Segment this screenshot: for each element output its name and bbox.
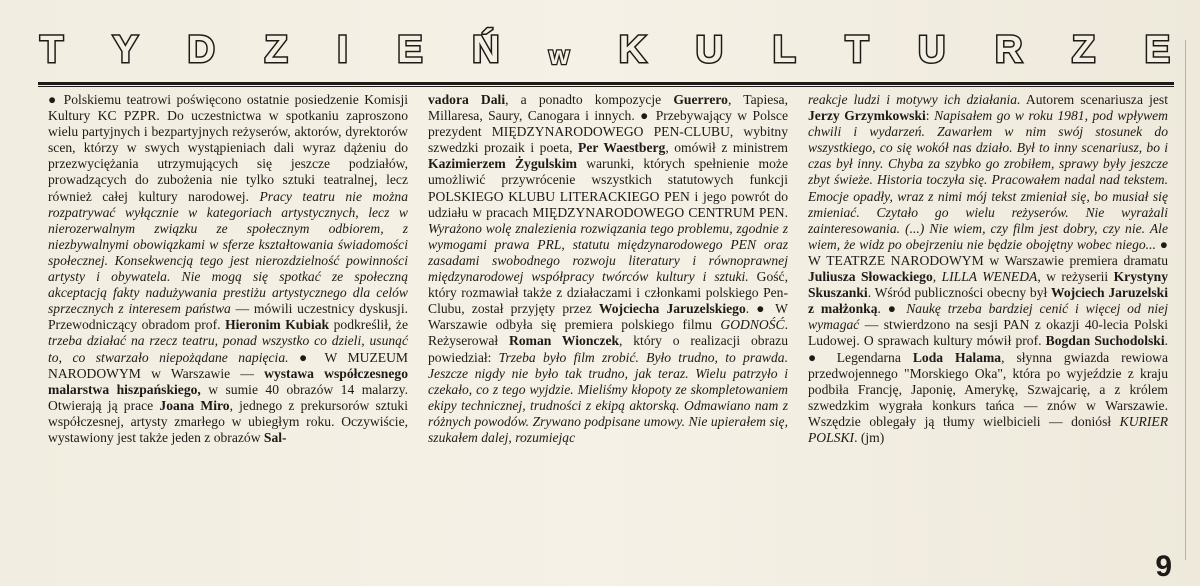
text-run: : xyxy=(925,108,935,124)
masthead-letter: Z xyxy=(264,29,288,71)
bold-name: wystawa współczesnego malarstwa hiszpańskiego, xyxy=(48,365,408,397)
text-run: . (jm) xyxy=(854,429,885,445)
bold-name: vadora Dali xyxy=(428,92,506,107)
article-column-1 xyxy=(48,92,408,570)
bold-name: Sal- xyxy=(263,429,287,445)
bold-name: Joana Miro xyxy=(159,397,230,413)
bold-name: Jerzy Grzymkowski xyxy=(808,108,926,124)
bold-name: Wojciech Jaruzelski z małżonką xyxy=(808,285,1168,317)
italic-text-run: GODNOŚĆ xyxy=(720,317,785,333)
italic-text-run: trzeba działać na rzecz teatru, ponad wszystko co dzieli, usunąć to, co stwarzało niepożądane napięcia. xyxy=(48,333,408,365)
masthead-letter: w xyxy=(549,40,570,70)
italic-text-run: KURIER POLSKI xyxy=(808,413,1168,445)
masthead-letter: Y xyxy=(112,29,139,71)
text-run: ● W xyxy=(808,236,1168,268)
bold-name: Juliusza Słowackiego xyxy=(808,269,933,285)
bold-name: Bogdan Suchodolski xyxy=(1045,333,1165,349)
page-edge-line xyxy=(1185,40,1186,560)
text-run: , jednego z prekursorów sztuki współczesnej, artysty zmarłego w ubiegłym roku. Oczywiście, wystawiony jest także jeden z obrazów xyxy=(48,397,408,445)
bold-name: Krystyny Skuszanki xyxy=(808,269,1168,301)
bold-name: Wojciecha Jaruzelskiego xyxy=(598,301,746,317)
text-run: , omówił z ministrem xyxy=(665,140,788,156)
bold-name: Per Waestberg xyxy=(578,140,666,156)
text-run: , w reżyserii xyxy=(1037,269,1114,285)
text-run: — mówili uczestnicy dyskusji. Przewodniczący obradom prof. xyxy=(48,301,408,333)
text-run: TEATRZE NARODOWYM xyxy=(826,252,984,268)
italic-text-run: Naukę trzeba bardziej cenić i więcej od niej wymagać xyxy=(808,301,1168,333)
header-rule-thin xyxy=(38,86,1174,87)
text-run: warunki, których spełnienie może umożliwić przywrócenie wszystkich statutowych funkcji POLSKIEGO KLUBU LITERACKIEGO PEN i jego powrót do udziału w pracach MIĘDZYNARODOWEGO CENTRUM PEN. xyxy=(428,156,788,220)
masthead-letter: D xyxy=(187,29,215,71)
text-run: , xyxy=(932,269,942,285)
text-run: ● Polskiemu teatrowi poświęcono ostatnie posiedzenie Komisji Kultury KC PZPR. Do uczestnictwa w spotkaniu zaproszono wielu partyjnych i bezpartyjnych reżyserów, aktorów, dyrektorów scen, którzy w swych wystąpieniach dali wyraz dążeniu do przezwyciężania utrzymujących się jeszcze podziałów, prowadzących do zubożenia nie tylko sztuki teatralnej, lecz również całej kultury narodowej. xyxy=(48,92,408,204)
italic-text-run: Wyrażono wolę znalezienia rozwiązania tego problemu, zgodnie z wymogami prawa PRL, statutu międzynarodowego PEN oraz zasadami swobodnego rozwoju literatury i równoprawnej międzynarodowej współpracy twórców kultury i sztuki. xyxy=(428,220,788,285)
masthead-title xyxy=(40,24,1170,76)
article-text xyxy=(428,92,788,446)
bold-name: Guerrero xyxy=(673,92,728,107)
masthead-letter: L xyxy=(772,29,796,71)
masthead-letter: R xyxy=(994,29,1023,71)
text-run: Gość, który rozmawiał także z działaczami i członkami polskiego Pen-Clubu, został przyjęty przez xyxy=(428,269,788,317)
masthead-letter: Ń xyxy=(472,29,500,71)
text-run: . Wśród publiczności obecny był xyxy=(867,285,1052,301)
bold-name: Kazimierzem Żygulskim xyxy=(428,156,577,172)
masthead-letter: I xyxy=(337,29,348,71)
text-run: MUZEUM NARODOWYM xyxy=(48,349,408,381)
text-run: w Warszawie — xyxy=(140,365,265,381)
text-run: . ● Legendarna xyxy=(808,333,1168,365)
text-run: , słynna gwiazda rewiowa przedwojennego "Morskiego Oka", która po wyjeździe z kraju podbiła Francję, Japonię, Amerykę, Szwajcarię, a z królem szwedzkim wygrała konkurs tańca — znów w Warszawie. Wszędzie oblegały ją tłumy wielbicieli — doniósł xyxy=(808,349,1168,429)
article-column-2 xyxy=(428,92,788,570)
text-run: w sumie 40 obrazów 14 malarzy. Otwierają ją prace xyxy=(48,381,408,413)
article-column-3 xyxy=(808,92,1168,570)
masthead-letter: T xyxy=(40,29,64,71)
article-text xyxy=(48,92,408,446)
italic-text-run: Pracy teatru nie można rozpatrywać wyłącznie w kategoriach artystycznych, lecz w nierozerwalnym związku ze społecznym odbiorem, z niezbywalnymi obowiązkami w sferze kształtowania świadomości społecznej. Konsekwencją tego jest nierozdzielność powinności artysty i obywatela. Nie mogą się spotkać ze społeczną akceptacją fakty nadużywania prestiżu artystycznego dla celów sprzecznych z interesem państwa xyxy=(48,188,408,317)
text-run: w Warszawie premiera dramatu xyxy=(983,252,1168,268)
italic-text-run: Napisałem go w roku 1981, pod wpływem chwili i wydarzeń. Zawarłem w nim swój stosunek do wszystkiego, co się wokół nas działo. Był to inny scenariusz, bo i czas był inny. Chyba za szybko go zrobiłem, sprawy były jeszcze zbyt świeże. Historia toczyła się. Pracowałem nadal nad tekstem. Emocje opadły, wraz z nimi mój tekst zmieniał się, bo musiał się zmieniać. Czytało go wielu reżyserów. Nie wyrażali zainteresowania. (...) Nie wiem, czy film jest dobry, czy nie. Ale wiem, że widz po obejrzeniu nie będzie obojętny wobec niego... xyxy=(808,108,1168,252)
masthead-letter: T xyxy=(845,29,869,71)
text-run: ● W xyxy=(288,349,348,365)
article-text xyxy=(808,92,1168,446)
masthead-letter: U xyxy=(695,29,724,71)
page-number: 9 xyxy=(1155,550,1172,583)
bold-name: Roman Wionczek xyxy=(509,333,620,349)
text-run: Autorem scenariusza jest xyxy=(1020,92,1168,107)
article-columns xyxy=(48,92,1168,570)
header-rule-thick xyxy=(38,82,1174,85)
masthead-letter: E xyxy=(397,29,423,71)
masthead-letter: K xyxy=(618,29,647,71)
italic-text-run: reakcje ludzi i motywy ich działania. xyxy=(808,92,1021,107)
text-run: , który o realizacji obrazu powiedział: xyxy=(428,333,788,365)
text-run: , a ponadto kompozycje xyxy=(505,92,674,107)
masthead-letter: U xyxy=(918,29,946,71)
masthead-letter: Z xyxy=(1071,29,1096,71)
text-run: podkreślił, że xyxy=(329,317,408,333)
italic-text-run: LILLA WENEDA xyxy=(941,269,1038,285)
text-run: . Reżyserował xyxy=(428,317,788,349)
bold-name: Loda Halama xyxy=(912,349,1002,365)
text-run: . ● xyxy=(877,301,907,317)
bold-name: Hieronim Kubiak xyxy=(225,317,330,333)
masthead-letter: E xyxy=(1144,29,1170,71)
text-run: , Tapiesa, Millaresa, Saury, Canogara i innych. ● Przebywający w Polsce prezydent MIĘDZYNARODOWEGO PEN-CLUBU, wybitny szwedzki prozaik i poeta, xyxy=(428,92,788,156)
text-run: — stwierdzono na sesji PAN z okazji 40-lecia Polski Ludowej. O sprawach kultury mówił prof. xyxy=(808,317,1168,349)
italic-text-run: Trzeba było film zrobić. Było trudno, to prawda. Jeszcze nigdy nie było tak trudno, jak teraz. Wielu patrzyło i czekało, co z tego wyjdzie. Mieliśmy kłopoty ze skompletowaniem ekipy technicznej, trudności z ekipą aktorską. Odmawiano nam z różnych powodów. Zrywano podpisane umowy. Nie upierałem się, szukałem dalej, rozumiejąc xyxy=(428,349,788,445)
text-run: . ● W Warszawie odbyła się premiera polskiego filmu xyxy=(428,301,788,333)
